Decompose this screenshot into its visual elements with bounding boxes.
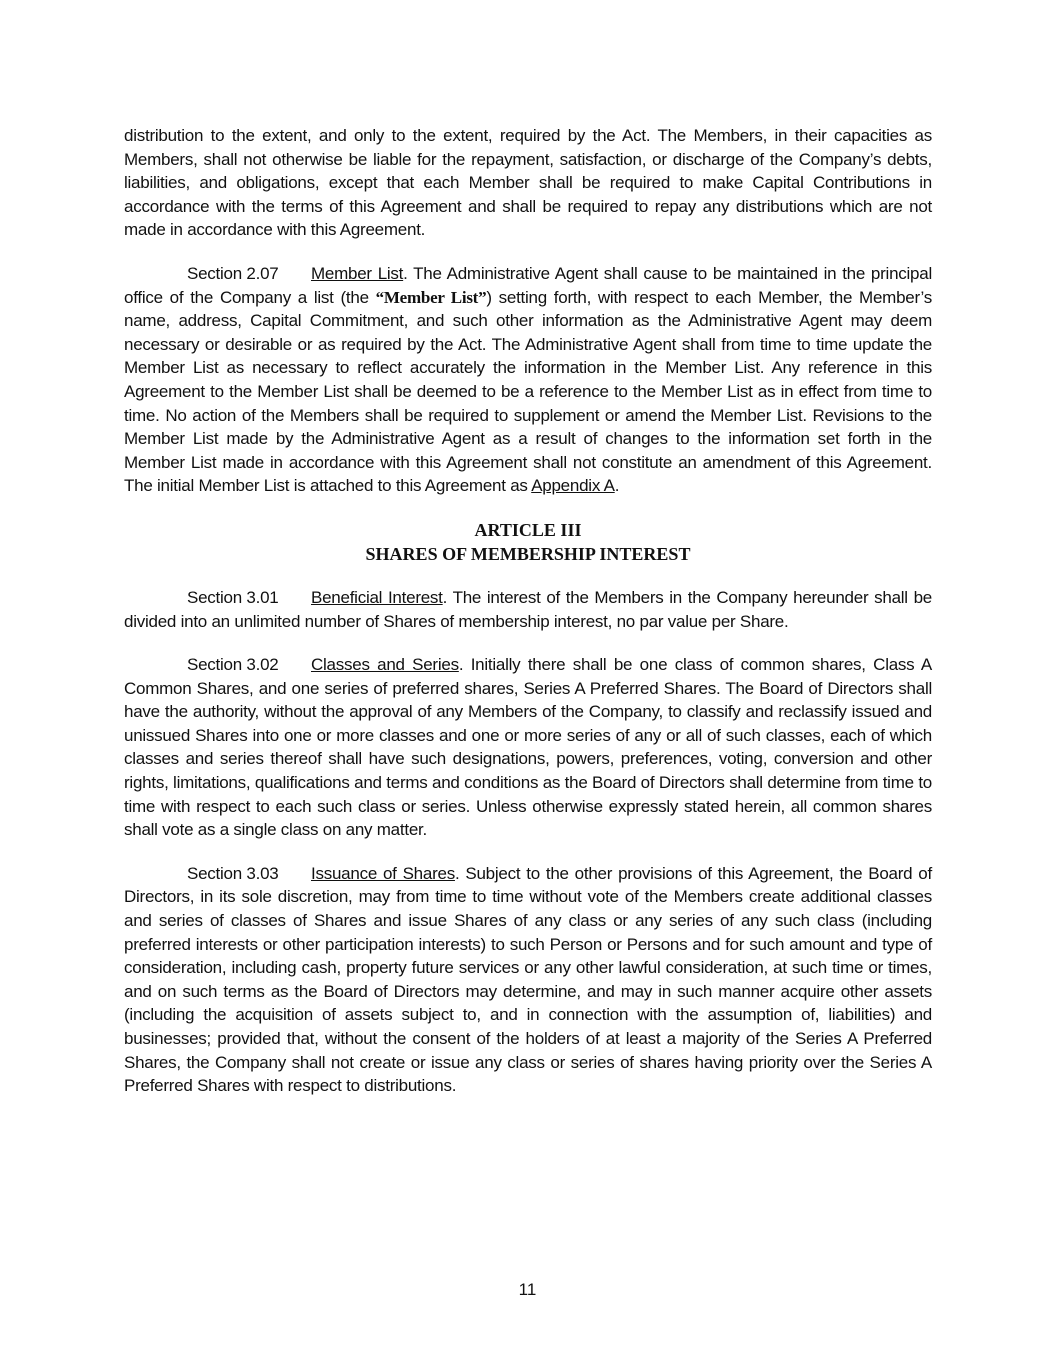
article-title: SHARES OF MEMBERSHIP INTEREST [365, 543, 691, 564]
section-text: . Subject to the other provisions of this Agreement, the Board of Directors, in its sole discretion, may from time to time without vote of the Members create additional classes and series of classes of Shares and issue Shares of any class or any series of any such class (including preferred interests or other participation interests) to such Person or Persons and for such amount and type of consideration, including cash, property future services or any other lawful consideration, at such time or times, and on such terms as the Board of Directors may determine, and may in such manner acquire other assets (including the acquisition of assets subject to, and in connection with the assumption of, liabilities) and businesses; provided that, without the consent of the holders of at least a majority of the Series A Preferred Shares, the Company shall not create or issue any class or series of shares having priority over the Series A Preferred Shares with respect to distributions. [124, 863, 932, 1096]
section-3-01 [124, 586, 932, 633]
section-title: Member List [311, 263, 404, 283]
section-number: Section 2.07 [187, 263, 279, 283]
section-3-02 [124, 653, 932, 842]
document-page [124, 124, 932, 1118]
section-text: . The Administrative Agent shall cause to be maintained in the principal office of the Company a list (the [124, 263, 932, 307]
section-title: Beneficial Interest [311, 587, 443, 607]
article-number: ARTICLE III [474, 519, 582, 540]
section-text: . The interest of the Members in the Company hereunder shall be divided into an unlimited number of Shares of membership interest, no par value per Share. [124, 587, 932, 631]
section-text: . Initially there shall be one class of common shares, Class A Common Shares, and one series of preferred shares, Series A Preferred Shares. The Board of Directors shall have the authority, without the approval of any Members of the Company, to classify and reclassify issued and unissued Shares into one or more classes and one or more series of any or all of such classes, each of which classes and series thereof shall have such designations, powers, preferences, voting, conversion and other rights, limitations, qualifications and terms and conditions as the Board of Directors shall determine from time to time with respect to each such class or series. Unless otherwise expressly stated herein, all common shares shall vote as a single class on any matter. [124, 655, 932, 840]
appendix-reference: Appendix A [531, 476, 615, 496]
paragraph-continuation: distribution to the extent, and only to the extent, required by the Act. The Members, in their capacities as Members, shall not otherwise be liable for the repayment, satisfaction, or discharge of the Company’s debts, liabilities, and obligations, except that each Member shall be required to make Capital Contributions in accordance with the terms of this Agreement and shall be required to repay any distributions which are not made in accordance with this Agreement. [124, 126, 932, 240]
section-title: Issuance of Shares [311, 863, 455, 883]
section-number: Section 3.03 [187, 863, 279, 883]
defined-term: “Member List” [375, 287, 487, 307]
section-title: Classes and Series [311, 655, 459, 675]
section-text: ) setting forth, with respect to each Member, the Member’s name, address, Capital Commitment, and such other information as the Administrative Agent may deem necessary or desirable or as required by the Act. The Administrative Agent shall from time to time update the Member List as necessary to reflect accurately the information in the Member List. Any reference in this Agreement to the Member List shall be deemed to be a reference to the Member List as in effect from time to time. No action of the Members shall be required to supplement or amend the Member List. Revisions to the Member List made by the Administrative Agent as a result of changes to the information set forth in the Member List made in accordance with this Agreement shall not constitute an amendment of this Agreement. The initial Member List is attached to this Agreement as [124, 287, 932, 496]
section-3-03 [124, 862, 932, 1098]
section-number: Section 3.02 [187, 655, 279, 675]
section-text: . [614, 476, 620, 496]
page-number: 11 [518, 1280, 537, 1299]
section-2-07 [124, 262, 932, 498]
section-number: Section 3.01 [187, 587, 279, 607]
article-heading [124, 518, 932, 566]
